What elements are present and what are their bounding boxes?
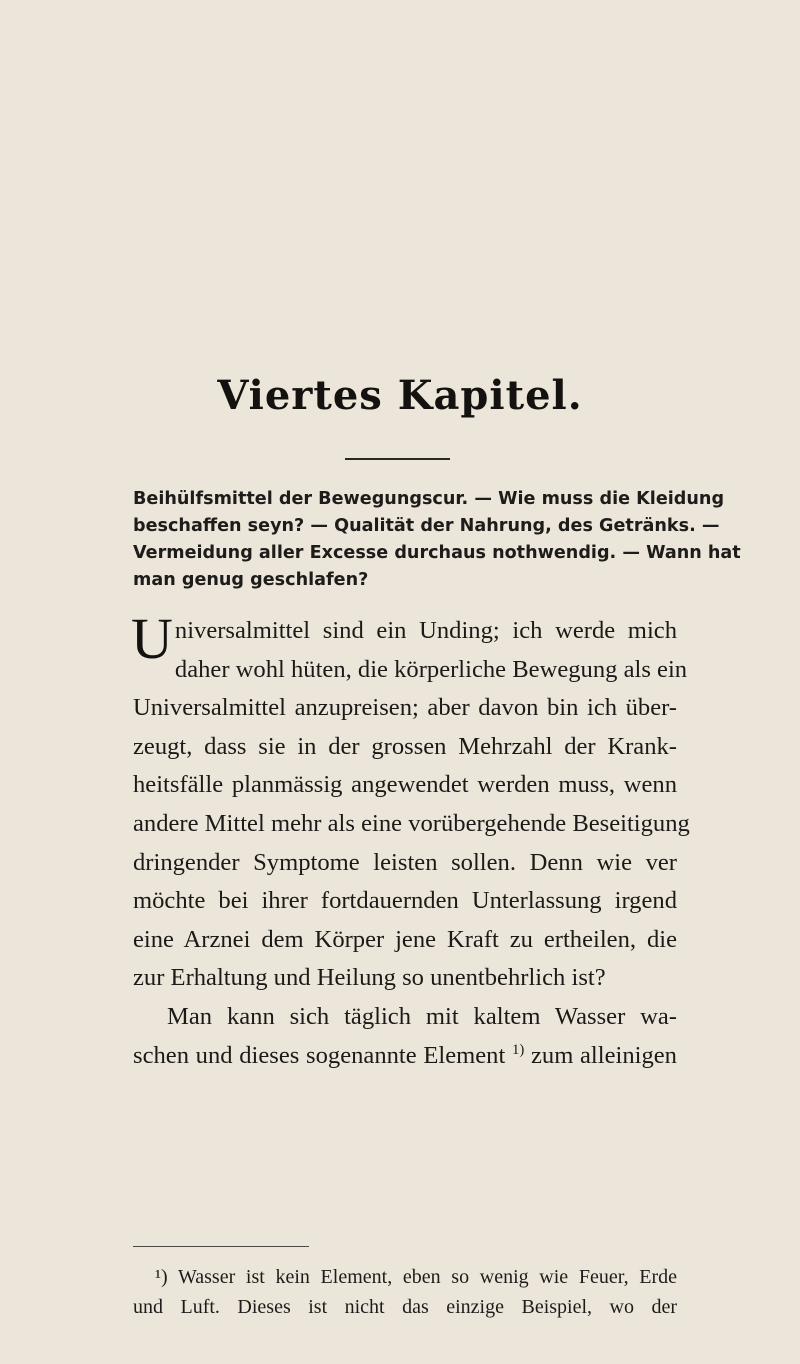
body-line-last-tail: zum alleinigen <box>524 1041 677 1069</box>
summary-line: Beihülfsmittel der Bewegungscur. — Wie muss die Kleidung <box>133 489 725 509</box>
body-line-last-text: schen und dieses sogenannte Element <box>133 1041 506 1069</box>
body-line: möchte bei ihrer fortdauernden Unterlassung irgend <box>133 887 677 915</box>
body-line: zur Erhaltung und Heilung so unentbehrlich ist? <box>133 964 606 992</box>
footnote-reference[interactable]: 1) <box>512 1041 525 1058</box>
summary-line: Vermeidung aller Excesse durchaus nothwendig. — Wann hat <box>133 543 741 563</box>
footnote-line-text: Wasser ist kein Element, eben so wenig wie Feuer, Erde <box>177 1266 677 1288</box>
body-line: heitsfälle planmässig angewendet werden muss, wenn <box>133 771 677 799</box>
footnote <box>133 1262 677 1322</box>
body-line: Universalmittel anzupreisen; aber davon bin ich über- <box>133 694 677 722</box>
chapter-summary <box>133 486 741 594</box>
body-line: eine Arznei dem Körper jene Kraft zu ertheilen, die <box>133 925 677 953</box>
body-line: Man kann sich täglich mit kaltem Wasser wa- <box>167 1002 677 1030</box>
summary-line: man genug geschlafen? <box>133 570 369 590</box>
summary-line: beschaffen seyn? — Qualität der Nahrung, des Getränks. — <box>133 516 720 536</box>
footnote-line <box>133 1262 677 1292</box>
footnote-divider <box>133 1246 309 1247</box>
body-paragraph <box>131 606 690 1075</box>
body-line-first-text: niversalmittel sind ein Unding; ich werde mich <box>174 617 677 644</box>
body-line: daher wohl hüten, die körperliche Bewegung als ein <box>174 655 688 683</box>
footnote-marker: ¹) <box>155 1266 168 1288</box>
drop-cap: U <box>131 606 173 671</box>
body-line-last <box>133 1037 677 1076</box>
body-line: andere Mittel mehr als eine vorübergehende Beseitigung <box>133 809 690 837</box>
footnote-line: und Luft. Dieses ist nicht das einzige Beispiel, wo der <box>133 1296 677 1318</box>
title-divider <box>345 458 450 460</box>
body-line: dringender Symptome leisten sollen. Denn wie ver <box>133 848 677 876</box>
body-line: zeugt, dass sie in der grossen Mehrzahl der Krank- <box>133 732 677 760</box>
chapter-title: Viertes Kapitel. <box>217 372 583 419</box>
